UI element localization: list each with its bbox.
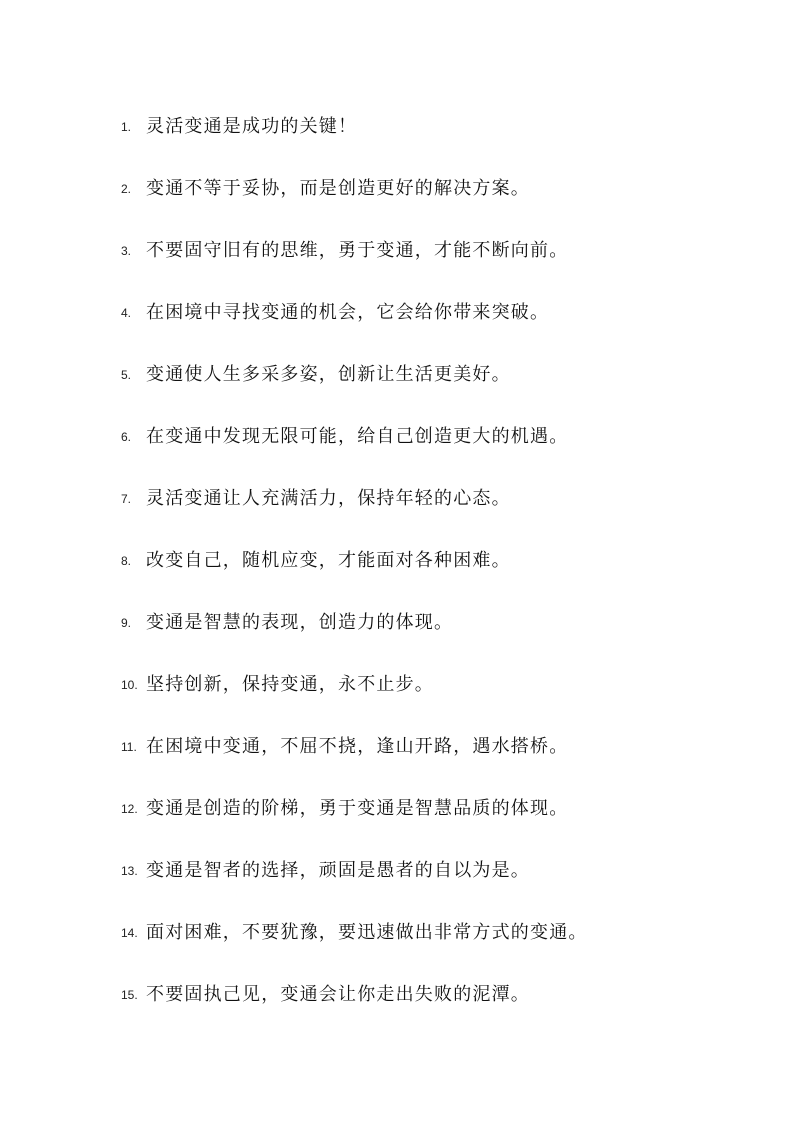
list-item [121, 156, 761, 218]
list-item [121, 94, 761, 156]
item-text: 不要固执己见，变通会让你走出失败的泥潭。 [146, 984, 530, 1005]
item-text: 灵活变通让人充满活力，保持年轻的心态。 [146, 488, 511, 509]
item-number: 13. [121, 864, 138, 878]
item-number: 4. [121, 306, 132, 320]
item-text: 灵活变通是成功的关键！ [146, 116, 358, 137]
item-text: 变通是智慧的表现，创造力的体现。 [146, 612, 454, 633]
list-item [121, 652, 761, 714]
item-text: 不要固守旧有的思维，勇于变通，才能不断向前。 [146, 240, 569, 261]
item-text: 面对困难，不要犹豫，要迅速做出非常方式的变通。 [146, 922, 588, 943]
item-number: 12. [121, 802, 138, 816]
list-item [121, 342, 761, 404]
item-number: 7. [121, 492, 132, 506]
item-text: 在困境中变通，不屈不挠，逢山开路，遇水搭桥。 [146, 736, 569, 757]
item-number: 8. [121, 554, 132, 568]
list-item [121, 838, 761, 900]
item-number: 2. [121, 182, 132, 196]
item-number: 1. [121, 120, 132, 134]
list-item [121, 590, 761, 652]
list-item [121, 404, 761, 466]
item-number: 3. [121, 244, 132, 258]
list-item [121, 900, 761, 962]
item-number: 9. [121, 616, 132, 630]
list-item [121, 466, 761, 528]
item-text: 坚持创新，保持变通，永不止步。 [146, 674, 434, 695]
item-text: 改变自己，随机应变，才能面对各种困难。 [146, 550, 511, 571]
list-item [121, 280, 761, 342]
item-number: 10. [121, 678, 138, 692]
item-number: 15. [121, 988, 138, 1002]
item-text: 在变通中发现无限可能，给自己创造更大的机遇。 [146, 426, 569, 447]
item-text: 变通是智者的选择，顽固是愚者的自以为是。 [146, 860, 530, 881]
numbered-list [121, 94, 761, 1024]
item-text: 在困境中寻找变通的机会，它会给你带来突破。 [146, 302, 550, 323]
item-text: 变通使人生多采多姿，创新让生活更美好。 [146, 364, 511, 385]
list-item [121, 714, 761, 776]
list-item [121, 776, 761, 838]
item-number: 6. [121, 430, 132, 444]
item-number: 5. [121, 368, 132, 382]
list-item [121, 962, 761, 1024]
list-item [121, 528, 761, 590]
list-item [121, 218, 761, 280]
item-number: 14. [121, 926, 138, 940]
item-text: 变通是创造的阶梯，勇于变通是智慧品质的体现。 [146, 798, 569, 819]
item-number: 11. [121, 740, 137, 754]
item-text: 变通不等于妥协，而是创造更好的解决方案。 [146, 178, 530, 199]
